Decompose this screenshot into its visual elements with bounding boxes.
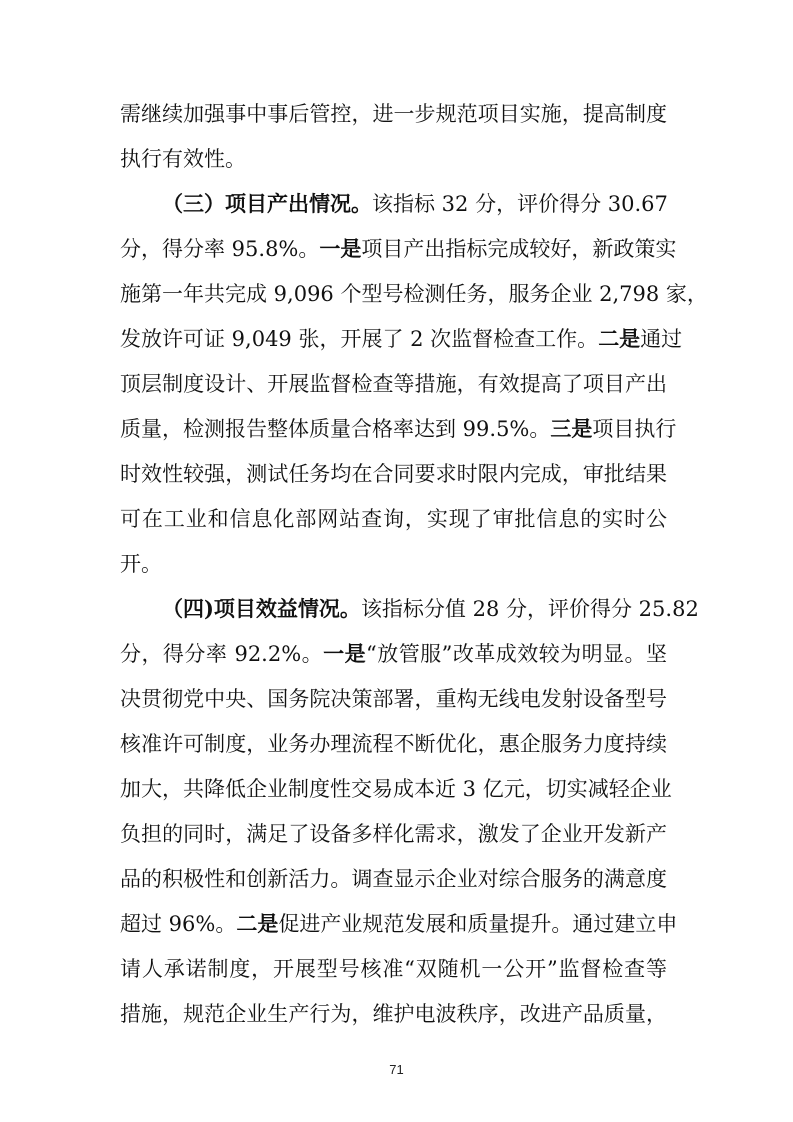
text-segment: 核准许可制度，业务办理流程不断优化，惠企服务力度持续 bbox=[120, 732, 667, 756]
text-segment: 该指标 32 分，评价得分 30.67 bbox=[372, 192, 668, 216]
emphasis-label: 三是 bbox=[550, 416, 593, 441]
text-line bbox=[120, 867, 667, 891]
text-line bbox=[120, 777, 672, 801]
text-line bbox=[120, 822, 667, 846]
text-segment: 发放许可证 9,049 张，开展了 2 次监督检查工作。 bbox=[120, 327, 599, 351]
text-segment: 通过 bbox=[640, 327, 683, 351]
text-line bbox=[120, 282, 708, 306]
text-line bbox=[120, 1002, 667, 1026]
text-segment: 顶层制度设计、开展监督检查等措施，有效提高了项目产出 bbox=[120, 372, 667, 396]
text-line bbox=[120, 462, 667, 486]
section-heading: （三）项目产出情况。 bbox=[162, 191, 372, 216]
text-segment: 执行有效性。 bbox=[120, 147, 246, 171]
text-line bbox=[120, 687, 667, 711]
text-segment: 促进产业规范发展和质量提升。通过建立申 bbox=[278, 912, 678, 936]
text-segment: 负担的同时，满足了设备多样化需求，激发了企业开发新产 bbox=[120, 822, 667, 846]
text-line bbox=[120, 957, 667, 981]
text-segment: 该指标分值 28 分，评价得分 25.82 bbox=[360, 597, 699, 621]
text-line bbox=[120, 732, 667, 756]
text-segment: 分，得分率 92.2%。 bbox=[120, 642, 324, 666]
text-segment: 可在工业和信息化部网站查询，实现了审批信息的实时公 bbox=[120, 507, 667, 531]
emphasis-label: 二是 bbox=[598, 326, 641, 351]
text-segment: 决贯彻党中央、国务院决策部署，重构无线电发射设备型号 bbox=[120, 687, 667, 711]
text-segment: 超过 96%。 bbox=[120, 912, 237, 936]
text-line bbox=[120, 236, 677, 261]
text-segment: 质量，检测报告整体质量合格率达到 99.5%。 bbox=[120, 417, 551, 441]
text-segment: 需继续加强事中事后管控，进一步规范项目实施，提高制度 bbox=[120, 102, 667, 126]
text-line bbox=[120, 552, 667, 576]
text-line bbox=[120, 326, 683, 351]
text-segment: 项目执行 bbox=[592, 417, 677, 441]
text-line bbox=[120, 642, 667, 666]
text-segment: 分，得分率 95.8%。 bbox=[120, 237, 320, 261]
emphasis-label: 二是 bbox=[236, 911, 279, 936]
text-line bbox=[120, 911, 678, 936]
section-heading: （四)项目效益情况。 bbox=[162, 596, 361, 621]
text-segment: 加大，共降低企业制度性交易成本近 3 亿元，切实减轻企业 bbox=[120, 777, 672, 801]
text-line bbox=[120, 372, 667, 396]
text-segment: 项目产出指标完成较好，新政策实 bbox=[361, 237, 677, 261]
text-segment: “放管服”改革成效较为明显。坚 bbox=[366, 642, 668, 666]
text-line bbox=[120, 102, 667, 126]
text-segment: 时效性较强，测试任务均在合同要求时限内完成，审批结果 bbox=[120, 462, 667, 486]
text-segment: 施第一年共完成 9,096 个型号检测任务，服务企业 2,798 家， bbox=[120, 282, 708, 306]
text-line bbox=[120, 416, 677, 441]
text-segment: 请人承诺制度，开展型号核准“双随机一公开”监督检查等 bbox=[120, 957, 667, 981]
text-line bbox=[120, 507, 667, 531]
page-number: 71 bbox=[389, 1062, 404, 1077]
emphasis-label: 一是 bbox=[323, 641, 367, 666]
text-segment: 措施，规范企业生产行为，维护电波秩序，改进产品质量， bbox=[120, 1002, 667, 1026]
section-heading-line bbox=[162, 192, 667, 216]
section-heading-line bbox=[162, 596, 699, 621]
text-line bbox=[120, 147, 667, 171]
text-segment: 品的积极性和创新活力。调查显示企业对综合服务的满意度 bbox=[120, 867, 667, 891]
emphasis-label: 一是 bbox=[319, 236, 362, 261]
text-segment: 开。 bbox=[120, 552, 162, 576]
